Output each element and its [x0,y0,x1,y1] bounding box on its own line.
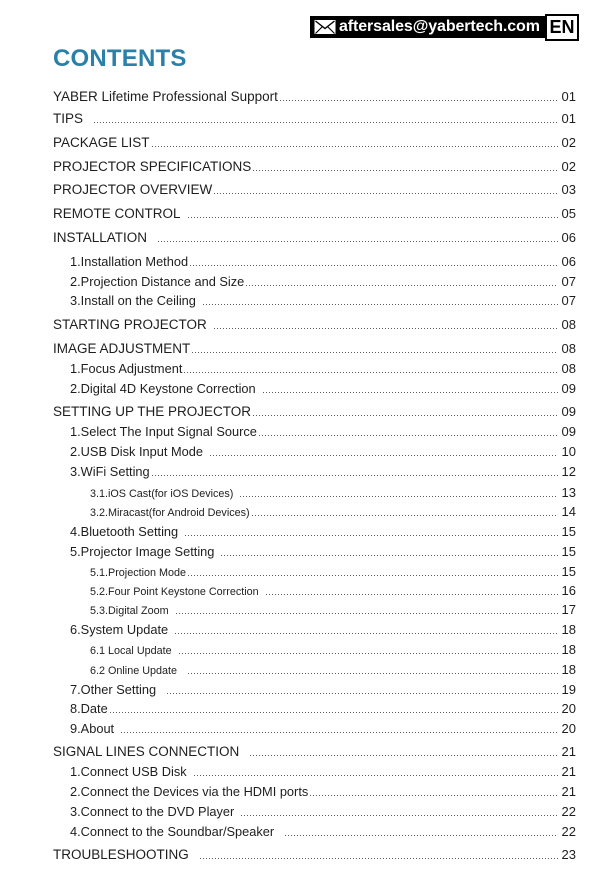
toc-entry-title: REMOTE CONTROL [53,206,181,221]
toc-entry-page: 01 [561,111,576,126]
toc-entry-page: 22 [561,804,576,819]
toc-entry-page: 15 [561,524,576,539]
toc-entry-page: 20 [561,721,576,736]
toc-entry-page: 17 [561,602,576,617]
toc-entry-page: 16 [561,583,576,598]
toc-section[interactable] [53,339,576,359]
toc-entry-title: 1.Select The Input Signal Source [70,424,257,439]
toc-entry-page: 08 [561,341,576,356]
toc-entry-title: 6.System Update [70,622,169,637]
toc-subsection[interactable] [70,762,576,782]
toc-section[interactable] [53,742,576,762]
toc-entry-page: 07 [561,293,576,308]
toc-subsection[interactable] [70,359,576,379]
toc-entry-title: 1.Installation Method [70,254,189,269]
toc-entry-title: 5.Projector Image Setting [70,544,215,559]
toc-entry-title: PROJECTOR OVERVIEW [53,182,213,197]
toc-entry-page: 01 [561,89,576,104]
toc-entry-title: TROUBLESHOOTING [53,847,189,862]
dot-leader [203,304,558,305]
toc-entry-title: TIPS [53,111,84,126]
toc-entry-title: 3.Connect to the DVD Player [70,804,235,819]
dot-leader [190,265,557,266]
toc-entry-title: IMAGE ADJUSTMENT [53,341,191,356]
toc-entry-page: 09 [561,381,576,396]
toc-section[interactable] [53,109,576,129]
toc-subsection[interactable] [70,462,576,482]
toc-entry-title: 2.Connect the Devices via the HDMI ports [70,784,309,799]
toc-entry-page: 07 [561,274,576,289]
toc-entry-page: 08 [561,317,576,332]
toc-entry-title: 2.Projection Distance and Size [70,274,245,289]
dot-leader [176,613,558,614]
toc-subsubsection[interactable] [90,660,576,680]
toc-subsection[interactable] [70,822,576,842]
toc-section[interactable] [53,204,576,224]
toc-entry-title: 8.Date [70,701,108,716]
toc-entry-page: 05 [561,206,576,221]
toc-entry-page: 15 [561,544,576,559]
dot-leader [214,193,557,194]
toc-subsection[interactable] [70,252,576,272]
toc-entry-page: 18 [561,622,576,637]
toc-section[interactable] [53,133,576,153]
toc-entry-title: 3.WiFi Setting [70,464,150,479]
toc-subsubsection[interactable] [90,483,576,503]
dot-leader [185,535,557,536]
dot-leader [252,515,558,516]
toc-subsection[interactable] [70,719,576,739]
toc-entry-title: 5.2.Four Point Keystone Correction [90,586,259,598]
dot-leader [188,673,557,674]
toc-section[interactable] [53,157,576,177]
toc-entry-page: 08 [561,361,576,376]
aftersales-email-banner [310,16,546,38]
dot-leader [175,633,557,634]
toc-entry-title: 1.Focus Adjustment [70,361,183,376]
dot-leader [310,795,557,796]
toc-entry-page: 02 [561,159,576,174]
toc-entry-title: 4.Bluetooth Setting [70,524,179,539]
dot-leader [259,435,558,436]
language-badge: EN [545,14,579,41]
dot-leader [263,392,558,393]
toc-entry-title: 5.3.Digital Zoom [90,605,169,617]
toc-subsection[interactable] [70,291,576,311]
dot-leader [194,775,558,776]
toc-entry-page: 21 [561,784,576,799]
toc-entry-title: 3.Install on the Ceiling [70,293,196,308]
toc-entry-page: 02 [561,135,576,150]
toc-entry-title: 3.1.iOS Cast(for iOS Devices) [90,488,234,500]
dot-leader [167,693,557,694]
toc-section[interactable] [53,87,576,107]
toc-entry-title: STARTING PROJECTOR [53,317,207,332]
dot-leader [280,100,558,101]
toc-entry-title: 2.Digital 4D Keystone Correction [70,381,256,396]
toc-entry-title: 6.1 Local Update [90,645,172,657]
dot-leader [188,217,558,218]
toc-entry-title: PACKAGE LIST [53,135,150,150]
dot-leader [253,415,558,416]
dot-leader [188,575,558,576]
toc-entry-page: 22 [561,824,576,839]
toc-entry-page: 18 [561,662,576,677]
toc-subsection[interactable] [70,442,576,462]
toc-entry-page: 23 [561,847,576,862]
toc-subsubsection[interactable] [90,562,576,582]
dot-leader [192,352,557,353]
toc-entry-page: 20 [561,701,576,716]
toc-entry-page: 19 [561,682,576,697]
dot-leader [285,835,557,836]
toc-subsection[interactable] [70,782,576,802]
toc-entry-title: 6.2 Online Update [90,665,178,677]
dot-leader [152,146,558,147]
toc-entry-page: 21 [561,744,576,759]
toc-entry-page: 09 [561,404,576,419]
dot-leader [121,732,557,733]
dot-leader [221,555,557,556]
toc-subsection[interactable] [70,680,576,700]
toc-entry-title: 2.USB Disk Input Mode [70,444,204,459]
toc-section[interactable] [53,402,576,422]
toc-entry-title: SETTING UP THE PROJECTOR [53,404,252,419]
page-title: CONTENTS [53,45,187,72]
toc-section[interactable] [53,228,576,248]
toc-entry-title: 9.About [70,721,115,736]
toc-entry-title: INSTALLATION [53,230,148,245]
toc-entry-page: 06 [561,230,576,245]
toc-entry-title: 7.Other Setting [70,682,157,697]
toc-entry-title: 4.Connect to the Soundbar/Speaker [70,824,275,839]
toc-subsection[interactable] [70,272,576,292]
toc-subsubsection[interactable] [90,581,576,601]
toc-entry-page: 12 [561,464,576,479]
toc-entry-page: 21 [561,764,576,779]
toc-entry-page: 03 [561,182,576,197]
toc-section[interactable] [53,180,576,200]
toc-subsection[interactable] [70,620,576,640]
toc-entry-title: SIGNAL LINES CONNECTION [53,744,240,759]
toc-entry-page: 13 [561,485,576,500]
dot-leader [253,170,557,171]
dot-leader [210,455,558,456]
envelope-icon [314,19,336,35]
dot-leader [214,328,558,329]
toc-entry-title: 5.1.Projection Mode [90,567,187,579]
toc-entry-page: 14 [561,504,576,519]
toc-entry-title: 1.Connect USB Disk [70,764,187,779]
toc-entry-page: 06 [561,254,576,269]
toc-subsection[interactable] [70,802,576,822]
dot-leader [179,653,558,654]
toc-entry-title: 3.2.Miracast(for Android Devices) [90,507,250,519]
dot-leader [184,372,557,373]
toc-section[interactable] [53,845,576,865]
toc-subsubsection[interactable] [90,640,576,660]
toc-entry-title: YABER Lifetime Professional Support [53,89,278,104]
toc-subsubsection[interactable] [90,502,576,522]
dot-leader [110,712,558,713]
toc-section[interactable] [53,315,576,335]
toc-entry-title: PROJECTOR SPECIFICATIONS [53,159,252,174]
dot-leader [152,475,558,476]
dot-leader [241,815,557,816]
dot-leader [246,285,557,286]
dot-leader [250,755,557,756]
toc-entry-page: 10 [561,444,576,459]
toc-subsection[interactable] [70,542,576,562]
toc-entry-page: 15 [561,564,576,579]
dot-leader [266,594,558,595]
toc-entry-page: 18 [561,642,576,657]
dot-leader [240,496,557,497]
dot-leader [200,858,558,859]
toc-subsection[interactable] [70,422,576,442]
dot-leader [158,241,558,242]
aftersales-email: aftersales@yabertech.com [339,18,540,35]
toc-subsection[interactable] [70,522,576,542]
toc-subsection[interactable] [70,379,576,399]
toc-entry-page: 09 [561,424,576,439]
toc-subsubsection[interactable] [90,600,576,620]
dot-leader [94,122,558,123]
toc-subsection[interactable] [70,699,576,719]
